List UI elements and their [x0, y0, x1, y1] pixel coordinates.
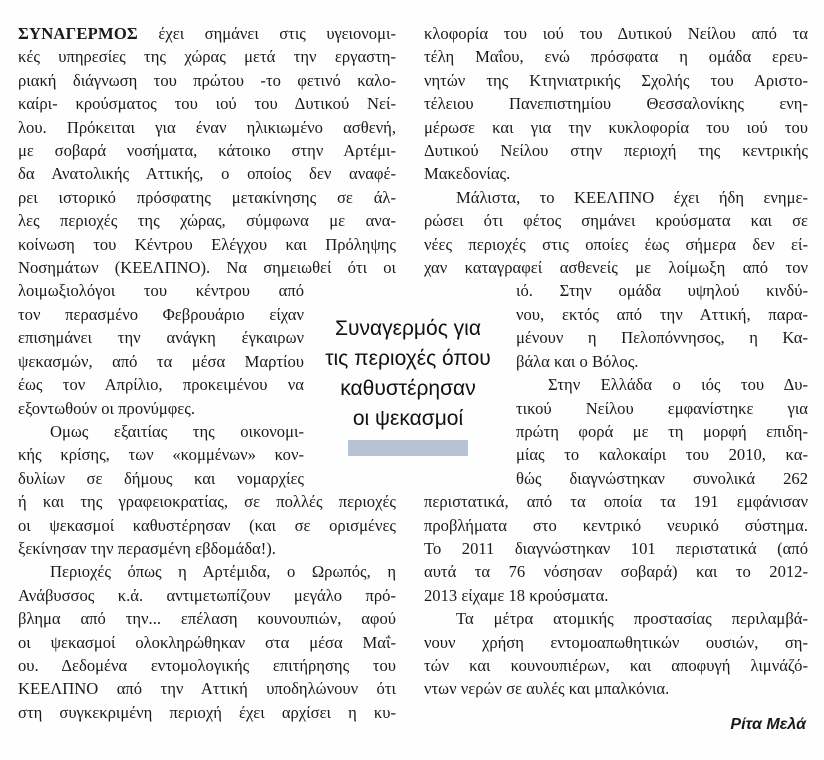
text-line: νουν χρήση εντομοαπωθητικών ουσιών, ση-	[424, 632, 808, 652]
pull-quote-line: Συναγερμός για	[335, 317, 481, 340]
text-line: ιό. Στην ομάδα υψηλού κινδύ-	[516, 281, 808, 301]
text-line: Ανάβυσσος κ.ά. αντιμετωπίζουν μεγάλο πρό-	[18, 585, 396, 605]
text-line: θώς διαγνώστηκαν συνολικά 262	[516, 468, 808, 488]
text-line: ριακή διάγνωση του πρώτου -το φετινό καλο-	[18, 70, 396, 90]
text-line: κοίνωση του Κέντρου Ελέγχου και Πρόληψης	[18, 234, 396, 254]
text-line: ΣΥΝΑΓΕΡΜΟΣ έχει σημάνει στις υγειονομι-	[18, 24, 396, 43]
text-line: πρώτη φορά με τη μορφή επιδη-	[516, 421, 808, 441]
text-line: ρώσει ότι φέτος σημάνει κρούσματα και σε	[424, 211, 808, 231]
text-line: καίρι- κρούσματος του ιού του Δυτικού Νεί-	[18, 94, 396, 114]
text-line: λες περιοχές της χώρας, σύμφωνα με ανα-	[18, 211, 396, 231]
text-line: περιστατικά, από τα οποία τα 191 εμφάνισαν	[424, 492, 808, 512]
pull-quote-line: καθυστέρησαν	[340, 377, 476, 400]
text-line: χαν καταγραφεί ασθενείς με λοίμωξη από τον	[424, 258, 808, 278]
text-line: προβλήματα στο κεντρικό νευρικό σύστημα.	[424, 515, 808, 535]
text-line: δα Ανατολικής Αττικής, ο οποίος δεν αναφέ-	[18, 164, 396, 184]
text-line: κές υπηρεσίες της χώρας μετά την εργαστη-	[18, 47, 396, 67]
pull-quote-line: οι ψεκασμοί	[352, 407, 464, 430]
text-line: βάλα και ο Βόλος.	[516, 351, 639, 371]
text-line: ρει ιστορικό πρόσφατης μετακίνησης σε άλ-	[18, 187, 396, 207]
text-line: ΚΕΕΛΠΝΟ από την Αττική υποδηλώνουν ότι	[18, 679, 396, 699]
text-line: ου. Δεδομένα εντομολογικής επιτήρησης του	[18, 655, 396, 675]
text-line: βλημα από την... επέλαση κουνουπιών, αφού	[18, 609, 396, 629]
text-line: νητών της Κτηνιατρικής Σχολής του Αριστο-	[424, 70, 808, 90]
text-line: στη συγκεκριμένη περιοχή έχει αρχίσει η κυ-	[18, 702, 396, 722]
text-line: μένουν η Πελοπόννησος, η Κα-	[516, 328, 808, 348]
text-line: τέλη Μαΐου, ενώ πρόσφατα η ομάδα ερευ-	[424, 47, 808, 67]
byline: Ρίτα Μελά	[730, 716, 806, 733]
text-line: Το 2011 διαγνώστηκαν 101 περιστατικά (από	[424, 538, 808, 558]
text-line: ή και της γραφειοκρατίας, σε πολλές περιοχές	[18, 492, 396, 512]
text-line: επισημάνει την ανάγκη έγκαιρων	[18, 328, 304, 348]
text-line: Στην Ελλάδα ο ιός του Δυ-	[548, 375, 808, 395]
text-line: τών και κουνουπιέρων, και αποφυγή λιμνάζό-	[424, 655, 808, 675]
text-line: ψεκασμών, από τα μέσα Μαρτίου	[18, 351, 304, 371]
text-line: μίας το καλοκαίρι του 2010, κα-	[516, 445, 808, 465]
text-line: Δυτικού Νείλου στην περιοχή της κεντρικής	[424, 141, 808, 161]
text-line: Τα μέτρα ατομικής προστασίας περιλαμβά-	[456, 609, 808, 629]
text-line: 2013 είχαμε 18 κρούσματα.	[424, 585, 609, 605]
text-line: έως τον Απρίλιο, προκειμένου να	[18, 375, 304, 395]
text-line: κλοφορία του ιού του Δυτικού Νείλου από τα	[424, 24, 808, 43]
text-line: τέλειου Πανεπιστημίου Θεσσαλονίκης ενη-	[424, 94, 808, 114]
text-line: ντων νερών σε αυλές και μπαλκόνια.	[424, 679, 670, 699]
lead-word: ΣΥΝΑΓΕΡΜΟΣ	[18, 24, 138, 43]
text-line: τικού Νείλου εμφανίστηκε για	[516, 398, 808, 418]
text-line: οι ψεκασμοί ολοκληρώθηκαν στα μέσα Μαΐ-	[18, 632, 396, 652]
text-line: λου. Πρόκειται για έναν ηλικιωμένο ασθενή,	[18, 117, 396, 137]
pull-quote-line: τις περιοχές όπου	[325, 347, 491, 370]
text-line: Νοσημάτων (ΚΕΕΛΠΝΟ). Να σημειωθεί ότι οι	[18, 258, 396, 278]
text-line: δυλίων σε δήμους και νομαρχίες	[18, 468, 304, 488]
text-line: τον περασμένο Φεβρουάριο είχαν	[18, 304, 304, 324]
text-line: αυτά τα 76 νόσησαν σοβαρά) και το 2012-	[424, 562, 808, 582]
text-line: εξοντωθούν οι προνύμφες.	[18, 398, 195, 418]
pull-quote-bar	[348, 440, 468, 456]
pull-quote	[318, 314, 498, 456]
text-line: νου, εκτός από την Αττική, παρα-	[516, 304, 808, 324]
text-line: με σοβαρά νοσήματα, κάτοικο στην Αρτέμι-	[18, 141, 396, 161]
text-line: οι ψεκασμοί καθυστέρησαν (και σε ορισμένες	[18, 515, 396, 535]
text-line: μέρωσε και για την κυκλοφορία του ιού του	[424, 117, 808, 137]
text-line: λοιμωξιολόγοι του κέντρου από	[18, 281, 304, 301]
text-line: κής κρίσης, των «κομμένων» κον-	[18, 445, 304, 465]
text-line: ξεκίνησαν την περασμένη εβδομάδα!).	[18, 538, 276, 558]
text-line: Μάλιστα, το ΚΕΕΛΠΝΟ έχει ήδη ενημε-	[456, 187, 808, 207]
text-line: Ομως εξαιτίας της οικονομι-	[50, 421, 304, 441]
text-line: Περιοχές όπως η Αρτέμιδα, ο Ωρωπός, η	[50, 562, 396, 582]
text-line: νέες περιοχές στις οποίες έως σήμερα δεν εί-	[424, 234, 808, 254]
text-line: Μακεδονίας.	[424, 164, 511, 184]
